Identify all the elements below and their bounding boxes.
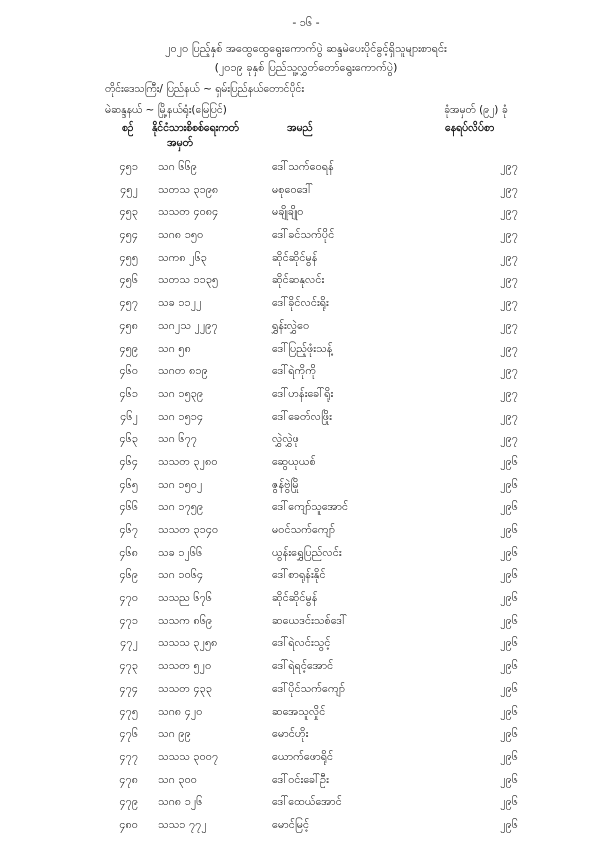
address-cell: ၂၉၆ [500,704,518,718]
id-cell: သတသ ၃၁၉၈ [158,182,219,196]
name-cell: မောင်မြင့် [272,817,310,831]
table-row [0,364,612,387]
district-line: တိုင်းဒေသကြီး/ ပြည်နယ် ~ ရှမ်းပြည်နယ်တောင်ပိုင်း [105,83,304,95]
document-subtitle: (၂၀၁၉ ခုနှစ် ပြည်သူ့လွှတ်တော်ရွေးကောက်ပွဲ) [214,61,398,74]
serial-cell: ၄၆၁ [119,386,138,400]
table-row [0,228,612,251]
name-cell: ဆိုင်ဆနုလင်း [272,273,325,287]
address-cell: ၂၉၇ [500,432,518,446]
name-cell: ရွှန်းလွှဲဝေ [272,318,310,332]
name-cell: ဒေါ်ထေယ်အောင် [272,795,342,809]
name-cell: ဆိုင်ဆိုင်မွန် [272,591,318,605]
id-cell: သသတ ၅၂၀ [158,659,212,673]
table-row [0,273,612,296]
name-cell: ယွန်းရွှေပြည်လင်း [272,545,342,559]
name-cell: ဆအေသူလှိုင် [272,704,326,718]
table-row [0,455,612,478]
table-row [0,546,612,569]
address-cell: ၂၉၆ [500,568,518,582]
id-cell: သဂ ၁၅၀၂ [158,477,203,491]
id-cell: သတသ ၁၁၃၅ [158,273,219,287]
name-cell: လွှဲလွှဲဖု [272,432,299,446]
address-cell: ၂၉၆ [500,772,518,786]
header-address: နေရပ်လိပ်စာ [445,122,495,134]
address-cell: ၂၉၇ [500,296,518,310]
serial-cell: ၄၇၄ [119,681,138,695]
address-cell: ၂၉၇ [500,318,518,332]
id-cell: သသတ ၃၂၈၀ [158,454,218,468]
id-cell: သသတ ၄၃၃ [158,681,213,695]
id-cell: သဂ ၁၇၅၉ [158,500,204,514]
table-row [0,659,612,682]
serial-cell: ၄၆၅ [119,477,138,491]
table-row [0,342,612,365]
table-row [0,387,612,410]
name-cell: ဒေါ်ကျော်သူအောင် [272,500,349,514]
id-cell: သဂ၈ ၁၅၀ [158,228,204,242]
id-cell: သဂ ၆၇၇ [158,432,197,446]
id-cell: သခ ၁၁၂၂ [158,296,202,310]
name-cell: မဝင်သက်ကျော် [272,523,335,536]
address-cell: ၂၉၆ [500,500,518,514]
table-row [0,750,612,773]
serial-cell: ၄၆၉ [119,568,138,582]
constituency-line: မဲဆန္ဒနယ် ~ မြို့နယ်ရုံး(မြေပြင်) [105,104,227,116]
name-cell: ဒေါ်ရဲရင့်အောင် [272,659,334,673]
serial-cell: ၄၆၀ [119,364,138,378]
name-cell: ဆွေယုယစ် [272,454,316,468]
serial-cell: ၄၇၁ [119,613,138,627]
table-row [0,478,612,501]
serial-cell: ၄၆၄ [119,454,138,468]
table-row [0,183,612,206]
serial-cell: ၄၆၈ [119,545,138,559]
table-row [0,160,612,183]
id-cell: သဂ ၅၈ [158,341,191,355]
serial-cell: ၄၅၁ [119,160,138,173]
id-cell: သခ ၁၂၆၆ [158,545,203,559]
address-cell: ၂၉၇ [500,182,518,196]
serial-cell: ၄၆၂ [120,409,138,423]
serial-cell: ၄၇၆ [119,727,138,741]
serial-cell: ၄၅၆ [119,273,138,287]
page-number: - ၁၆ - [292,16,320,29]
id-cell: သဂ ၁၅၃၉ [158,386,204,400]
name-cell: ဆယေဒင်းသစ်ဒေါ် [272,613,347,627]
table-row [0,591,612,614]
serial-cell: ၄၆၆ [119,500,138,514]
id-cell: သဂ ၃၀၀ [158,772,197,786]
name-cell: ဇွန်ဗွဲမြို [272,477,299,491]
address-cell: ၂၉၇ [500,341,518,355]
table-row [0,319,612,342]
header-id: နိုင်ငံသားစိစစ်ရေးကတ် [152,122,239,134]
name-cell: ဒေါ်ခေတ်လဖြိုး [272,409,332,423]
address-cell: ၂၉၇ [500,228,518,242]
table-row [0,205,612,228]
serial-cell: ၄၇၈ [119,772,138,786]
address-cell: ၂၉၆ [500,749,518,763]
name-cell: မစုဝေဒေါ် [272,182,313,196]
serial-cell: ၄၆၃ [119,432,138,446]
name-cell: ဒေါ်စာရုန်းနိုင် [272,568,326,582]
serial-cell: ၄၇၂ [120,636,138,650]
name-cell: မချိုချို၀ [272,205,304,219]
name-cell: ယောက်ဖောရိုင် [272,749,334,763]
name-cell: ဒေါ်ပိုင်သက်ကျော် [272,681,346,695]
id-cell: သဂ ၆၆၉ [158,160,197,173]
booth-count: ခုံအမှတ် (၉၂) ခုံ [444,104,508,116]
voter-table [0,160,612,841]
name-cell: ဒေါ်ပြည့်ဖုံးသန့် [272,341,333,355]
table-row [0,568,612,591]
header-id-number: အမှတ် [167,137,193,149]
address-cell: ၂၉၆ [500,681,518,695]
id-cell: သဂ ၁၀၆၄ [158,568,204,582]
table-row [0,410,612,433]
serial-cell: ၄၅၈ [119,318,138,332]
table-row [0,296,612,319]
table-row [0,251,612,274]
address-cell: ၂၉၆ [500,591,518,605]
id-cell: သက၈ ၂၆၃ [158,250,207,264]
address-cell: ၂၉၆ [500,727,518,741]
address-cell: ၂၉၆ [500,817,518,831]
name-cell: ဒေါ်ရဲလင်းသွင့် [272,636,331,650]
id-cell: သဂ၂သ ၂၂၉၇ [158,318,218,332]
id-cell: သသသ ၃၂၅၈ [158,636,218,650]
address-cell: ၂၉၇ [500,386,518,400]
serial-cell: ၄၅၉ [119,341,138,355]
address-cell: ၂၉၇ [500,364,518,378]
serial-cell: ၄၇၃ [119,659,138,673]
name-cell: ဆိုင်ဆိုင်မွန် [272,250,318,264]
serial-cell: ၄၅၄ [119,228,138,242]
table-row [0,523,612,546]
serial-cell: ၄၅၂ [120,182,138,196]
header-name: အမည် [287,122,313,134]
address-cell: ၂၉၆ [500,523,518,536]
header-serial: စဉ် [122,122,134,134]
address-cell: ၂၉၇ [500,273,518,287]
id-cell: သဂ ၁၅၁၄ [158,409,204,423]
address-cell: ၂၉၆ [500,795,518,809]
serial-cell: ၄၇၀ [119,591,138,605]
id-cell: သသည ၆၇၆ [158,591,212,605]
table-row [0,795,612,818]
address-cell: ၂၉၆ [500,636,518,650]
id-cell: သဂ၈ ၄၂၀ [158,704,203,718]
name-cell: ဒေါ်ဝင်းခေါ်ဦး [272,772,329,786]
address-cell: ၂၉၇ [500,205,518,219]
name-cell: ဒေါ်သက်ဝေရန် [272,160,334,173]
table-row [0,818,612,841]
id-cell: သဂ၈ ၁၂၆ [158,795,203,809]
name-cell: ဒေါ်ရဲကိုကို [272,364,317,378]
address-cell: ၂၉၆ [500,659,518,673]
serial-cell: ၄၈၀ [119,817,138,831]
id-cell: သသတ ၄၀၈၄ [158,205,219,219]
table-row [0,432,612,455]
serial-cell: ၄၅၇ [119,296,138,310]
name-cell: ဒေါ်ဟန်းခေါ်ရိုး [272,386,334,400]
table-row [0,636,612,659]
table-row [0,682,612,705]
serial-cell: ၄၅၃ [119,205,138,219]
id-cell: သသ၁ ၇၇၂ [158,817,207,831]
name-cell: ဒေါ်ခိုင်လင်းရိုး [272,296,329,310]
name-cell: မောင်ဟိုး [272,727,309,741]
id-cell: သဂ ၉၉ [158,727,191,741]
serial-cell: ၄၅၅ [119,250,138,264]
name-cell: ဒေါ်ခင်သက်ပိုင် [272,228,335,242]
address-cell: ၂၉၇ [500,250,518,264]
serial-cell: ၄၇၇ [119,749,138,763]
address-cell: ၂၉၇ [500,409,518,423]
address-cell: ၂၉၆ [500,613,518,627]
id-cell: သသတ ၃၁၄၀ [158,523,219,536]
address-cell: ၂၉၆ [500,545,518,559]
address-cell: ၂၉၆ [500,454,518,468]
document-title: ၂၀၂၀ ပြည့်နှစ် အထွေထွေရွေးကောက်ပွဲ ဆန္ဒမဲပေးပိုင်ခွင့်ရှိသူများစာရင်း [165,42,447,55]
serial-cell: ၄၆၇ [119,523,138,536]
table-row [0,727,612,750]
serial-cell: ၄၇၅ [119,704,138,718]
id-cell: သသက ၈၆၉ [158,613,213,627]
address-cell: ၂၉၇ [500,160,518,173]
serial-cell: ၄၇၉ [119,795,138,809]
id-cell: သဂတ ၈၁၉ [158,364,208,378]
table-row [0,614,612,637]
id-cell: သသသ ၃၀၀၇ [158,749,219,763]
table-row [0,500,612,523]
table-row [0,705,612,728]
address-cell: ၂၉၆ [500,477,518,491]
